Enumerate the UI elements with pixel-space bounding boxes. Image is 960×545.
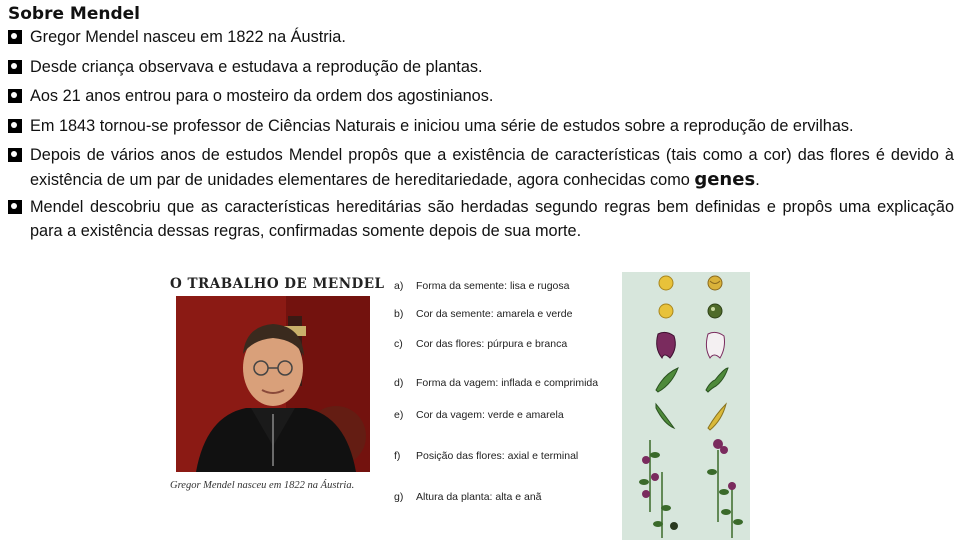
flower-white-icon [706, 332, 724, 358]
pea-traits-illustration [622, 272, 750, 540]
bullet-text-before: Depois de vários anos de estudos Mendel propôs que a existência de características (tais como a cor) das flores é devido à existência de um par de unidades elementares de hereditariedade, agora conhecidas como [30, 146, 954, 189]
genes-keyword: genes [694, 168, 756, 190]
mendel-portrait [176, 296, 370, 472]
seed-round-icon [659, 276, 673, 290]
seed-green-icon [708, 304, 722, 318]
trait-text: Cor da vagem: verde e amarela [416, 409, 564, 421]
trait-item [394, 409, 564, 421]
trait-item [394, 377, 598, 389]
figure-title: O TRABALHO DE MENDEL [170, 276, 385, 292]
checkbox-bullet-icon [8, 30, 22, 44]
trait-item [394, 338, 567, 350]
pod-inflated-icon [656, 368, 678, 392]
pod-yellow-icon [708, 404, 726, 430]
flower-purple-icon [657, 332, 676, 358]
trait-text: Cor da semente: amarela e verde [416, 308, 573, 320]
checkbox-bullet-icon [8, 60, 22, 74]
trait-letter: g) [394, 491, 404, 503]
bullet-text: Mendel descobriu que as características hereditárias são herdadas segundo regras bem definidas e propôs uma explicação para a existência dessas regras, confirmadas somente depois de sua morte. [30, 198, 954, 240]
flower-axial-icon [639, 440, 660, 512]
pea-traits-panel [622, 272, 750, 540]
pod-constricted-icon [706, 368, 728, 392]
bullet-list [8, 26, 954, 249]
bullet-text-after: . [755, 170, 760, 189]
trait-letter: d) [394, 377, 404, 389]
trait-letter: c) [394, 338, 403, 350]
mendel-portrait-image [176, 296, 370, 472]
checkbox-bullet-icon [8, 89, 22, 103]
checkbox-bullet-icon [8, 200, 22, 214]
portrait-caption: Gregor Mendel nasceu em 1822 na Áustria. [170, 480, 355, 491]
slide-title: Sobre Mendel [8, 4, 140, 24]
trait-letter: e) [394, 409, 404, 421]
bullet-text: Gregor Mendel nasceu em 1822 na Áustria. [30, 28, 346, 46]
plant-tall-icon [653, 472, 678, 538]
checkbox-bullet-icon [8, 119, 22, 133]
trait-item [394, 450, 578, 462]
trait-item [394, 491, 542, 503]
trait-item [394, 280, 570, 292]
bullet-item [8, 26, 954, 50]
bullet-text: Desde criança observava e estudava a reprodução de plantas. [30, 57, 483, 76]
trait-text: Posição das flores: axial e terminal [416, 450, 579, 462]
trait-text: Forma da semente: lisa e rugosa [416, 280, 570, 292]
trait-letter: b) [394, 308, 404, 320]
bullet-text: Em 1843 tornou-se professor de Ciências Naturais e iniciou uma série de estudos sobre a reprodução de ervilhas. [30, 116, 854, 135]
bullet-text [30, 144, 954, 192]
bullet-text: Aos 21 anos entrou para o mosteiro da ordem dos agostinianos. [30, 87, 494, 105]
seed-yellow-icon [659, 304, 673, 318]
bullet-item [8, 115, 954, 139]
bullet-item [8, 56, 954, 80]
trait-letter: a) [394, 280, 404, 292]
trait-text: Altura da planta: alta e anã [416, 491, 542, 503]
trait-text: Forma da vagem: inflada e comprimida [416, 377, 599, 389]
bullet-item [8, 144, 954, 192]
bullet-item [8, 196, 954, 243]
bullet-item [8, 85, 954, 109]
trait-text: Cor das flores: púrpura e branca [416, 338, 568, 350]
pod-green-icon [656, 404, 674, 428]
checkbox-bullet-icon [8, 148, 22, 162]
trait-item [394, 308, 572, 320]
trait-letter: f) [394, 450, 401, 462]
